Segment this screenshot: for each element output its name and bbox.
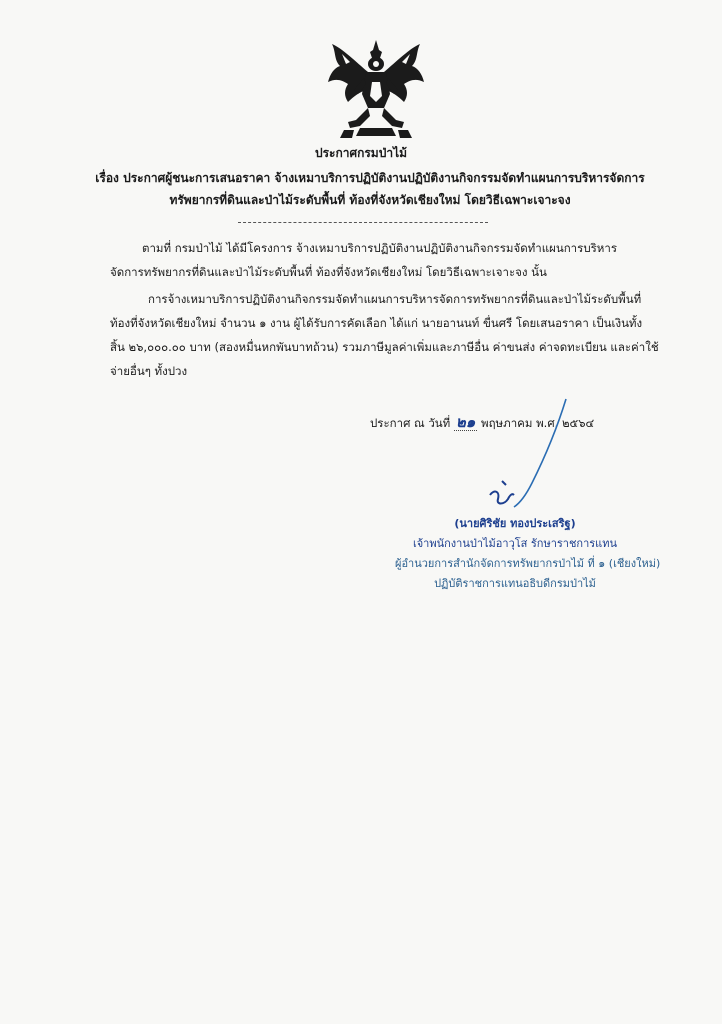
paragraph-project	[110, 236, 670, 284]
date-day: ๒๑	[455, 413, 476, 431]
subject-line-1: เรื่อง ประกาศผู้ชนะการเสนอราคา จ้างเหมาบริการปฏิบัติงานปฏิบัติงานกิจกรรมจัดทำแผนการบริหารจัดการ	[95, 171, 645, 185]
signature-block	[395, 514, 661, 594]
paragraph-award	[110, 287, 670, 383]
date-month-year: พฤษภาคม พ.ศ. ๒๕๖๔	[481, 416, 595, 430]
agency-heading: ประกาศกรมป่าไม้	[314, 146, 408, 160]
signatory-title-3: ปฏิบัติราชการแทนอธิบดีกรมป่าไม้	[434, 577, 596, 590]
paragraph-line: จ่ายอื่นๆ ทั้งปวง	[110, 364, 188, 378]
signatory-title-2: ผู้อำนวยการสำนักจัดการทรัพยากรป่าไม้ ที่ ๑ (เชียงใหม่)	[395, 557, 661, 570]
paragraph-line: จัดการทรัพยากรที่ดินและป่าไม้ระดับพื้นที่ ท้องที่จังหวัดเชียงใหม่ โดยวิธีเฉพาะเจาะจง นั้น	[110, 265, 547, 279]
signatory-title-1: เจ้าพนักงานป่าไม้อาวุโส รักษาราชการแทน	[412, 537, 618, 550]
paragraph-line: ท้องที่จังหวัดเชียงใหม่ จำนวน ๑ งาน ผู้ได้รับการคัดเลือก ได้แก่ นายอานนท์ ขื่นศรี โดยเสนอราคา เป็นเงินทั้ง	[110, 316, 643, 330]
signature-stroke-icon	[470, 395, 580, 525]
paragraph-line: สิ้น ๒๖,๐๐๐.๐๐ บาท (สองหมื่นหกพันบาทถ้วน) รวมภาษีมูลค่าเพิ่มและภาษีอื่น ค่าขนส่ง ค่าจดทะเบียน และค่าใช้	[110, 340, 659, 354]
date-prefix: ประกาศ ณ วันที่	[370, 416, 451, 430]
signatory-name: (นายศิริชัย ทองประเสริฐ)	[454, 517, 576, 530]
subject-line-2: ทรัพยากรที่ดินและป่าไม้ระดับพื้นที่ ท้องที่จังหวัดเชียงใหม่ โดยวิธีเฉพาะเจาะจง	[169, 193, 571, 207]
dashed-divider	[238, 222, 488, 223]
paragraph-line: ตามที่ กรมป่าไม้ ได้มีโครงการ จ้างเหมาบริการปฏิบัติงานปฏิบัติงานกิจกรรมจัดทำแผนการบริหาร	[142, 241, 618, 255]
garuda-emblem-icon	[320, 38, 432, 142]
subject-heading	[80, 167, 660, 211]
paragraph-line: การจ้างเหมาบริการปฏิบัติงานกิจกรรมจัดทำแผนการบริหารจัดการทรัพยากรที่ดินและป่าไม้ระดับพื้นที่	[148, 292, 642, 306]
